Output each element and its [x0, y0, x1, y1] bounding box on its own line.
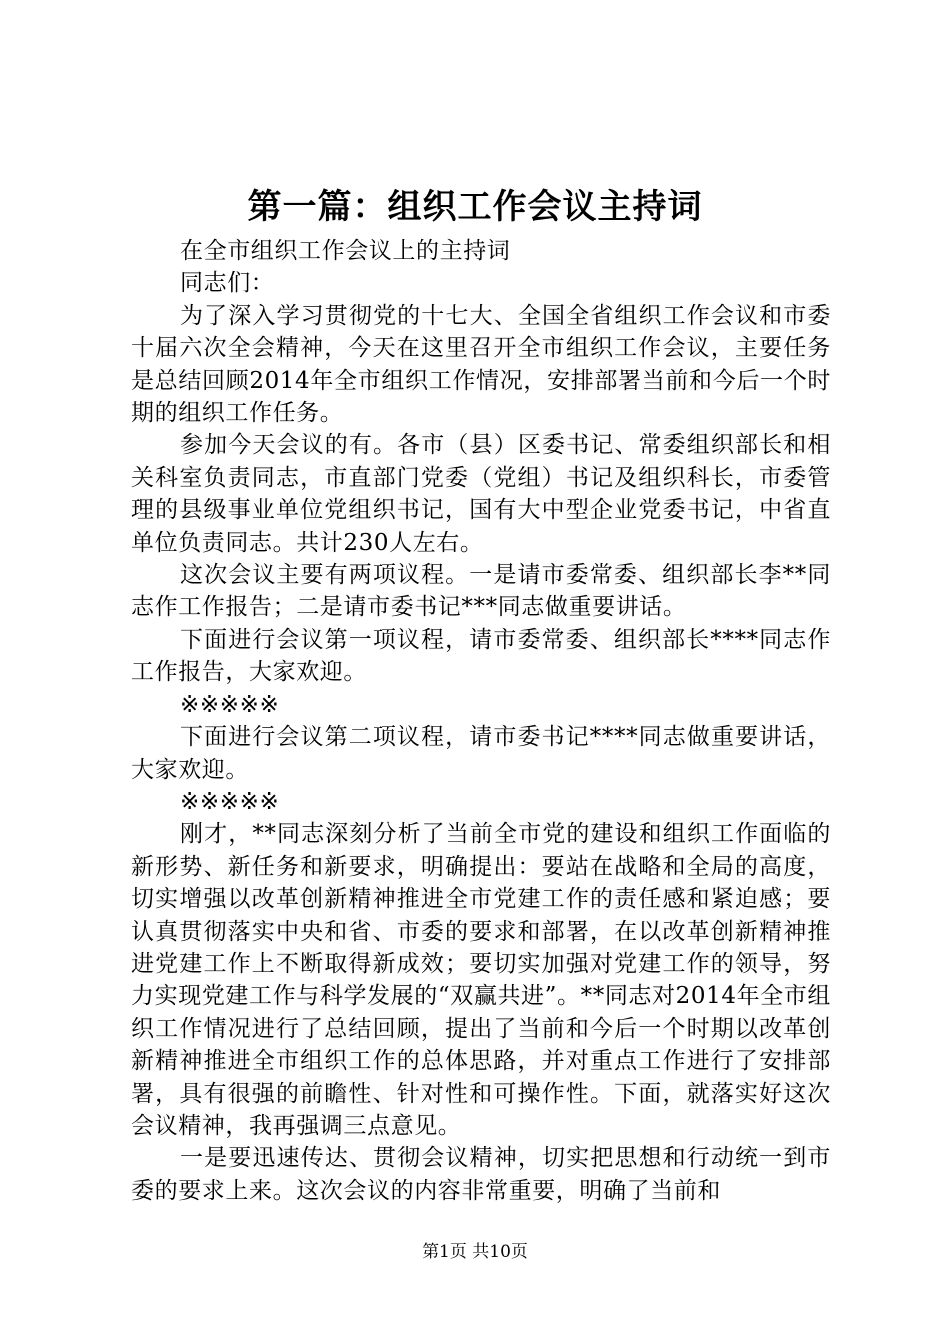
paragraph: 为了深入学习贯彻党的十七大、全国全省组织工作会议和市委十届六次全会精神，今天在这里召开全市组织工作会议，主要任务是总结回顾2014年全市组织工作情况，安排部署当前和今后一个时期的组织工作任务。 [131, 302, 831, 427]
paragraph: 下面进行会议第二项议程，请市委书记****同志做重要讲话，大家欢迎。 [131, 724, 831, 783]
paragraph-separator: ※※※※※ [180, 691, 280, 718]
paragraph: 下面进行会议第一项议程，请市委常委、组织部长****同志作工作报告，大家欢迎。 [131, 626, 831, 686]
document-title: 第一篇：组织工作会议主持词 [247, 187, 703, 227]
paragraph: 刚才，**同志深刻分析了当前全市党的建设和组织工作面临的新形势、新任务和新要求，明确提出：要站在战略和全局的高度，切实增强以改革创新精神推进全市党建工作的责任感和紧迫感；要认真贯彻落实中央和省、市委的要求和部署，在以改革创新精神推进党建工作上不断取得新成效；要切实加强对党建工作的领导，努力实现党建工作与科学发展的“双赢共进”。**同志对2014年全市组织工作情况进行了总结回顾，提出了当前和今后一个时期以改革创新精神推进全市组织工作的总体思路，并对重点工作进行了安排部署，具有很强的前瞻性、针对性和可操作性。下面，就落实好这次会议精神，我再强调三点意见。 [131, 821, 831, 1139]
paragraph: 一是要迅速传达、贯彻会议精神，切实把思想和行动统一到市委的要求上来。这次会议的内容非常重要，明确了当前和 [131, 1145, 831, 1204]
paragraph: 这次会议主要有两项议程。一是请市委常委、组织部长李**同志作工作报告；二是请市委书记***同志做重要讲话。 [131, 562, 831, 621]
paragraph-separator: ※※※※※ [180, 788, 280, 815]
paragraph: 参加今天会议的有。各市（县）区委书记、常委组织部长和相关科室负责同志，市直部门党委（党组）书记及组织科长，市委管理的县级事业单位党组织书记，国有大中型企业党委书记，中省直单位负责同志。共计230人左右。 [131, 432, 831, 556]
document-body [131, 235, 831, 1207]
paragraph-subtitle: 在全市组织工作会议上的主持词 [180, 238, 511, 264]
page-footer: 第1页 共10页 [422, 1242, 528, 1262]
paragraph-salutation: 同志们： [180, 270, 275, 297]
